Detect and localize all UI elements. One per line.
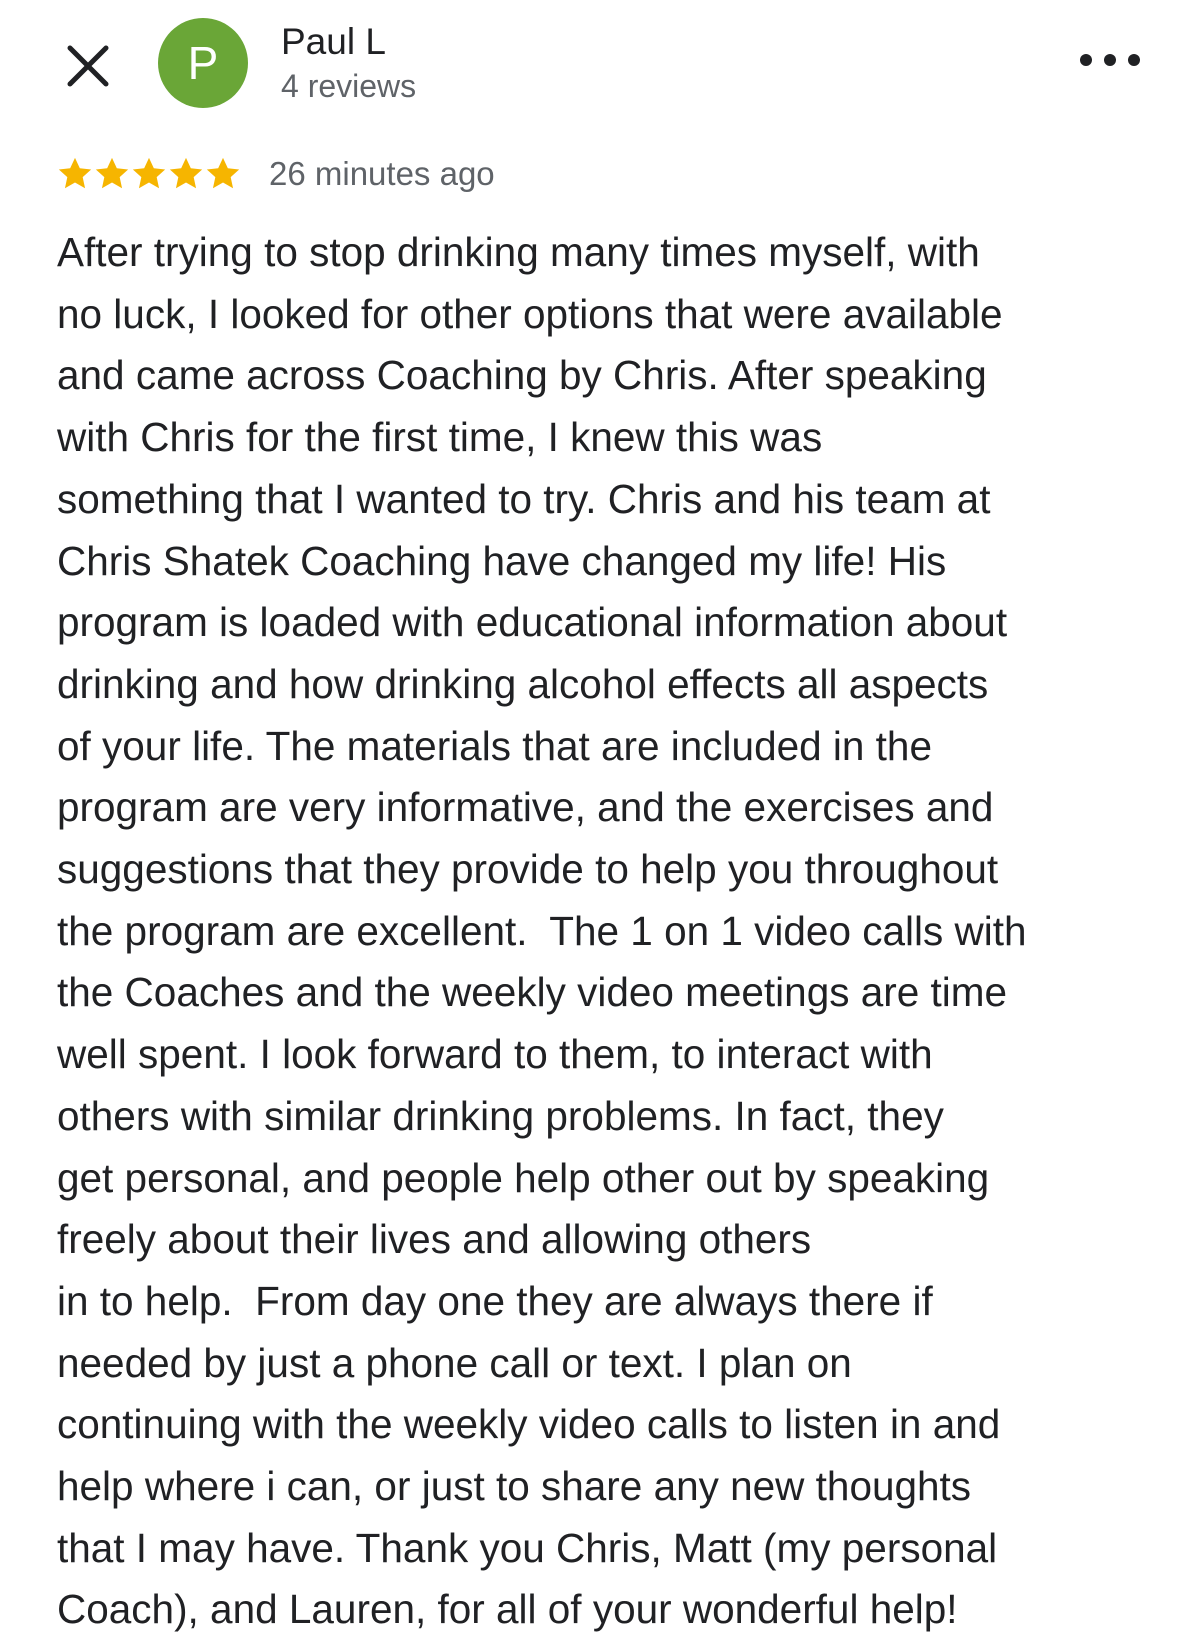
star-icon [93, 155, 131, 193]
more-options-button[interactable] [1080, 38, 1140, 82]
review-line: Chris Shatek Coaching have changed my life! His [57, 537, 947, 584]
author-name[interactable]: Paul L [281, 21, 386, 62]
review-line: program are very informative, and the exercises and [57, 784, 994, 831]
avatar-letter: P [187, 37, 219, 89]
star-icon [130, 155, 168, 193]
review-line: no luck, I looked for other options that were available [57, 290, 1003, 337]
review-header [0, 0, 1200, 130]
review-line: drinking and how drinking alcohol effects all aspects [57, 660, 989, 707]
review-text [57, 222, 1177, 1641]
close-icon [60, 38, 116, 94]
review-line: others with similar drinking problems. In fact, they [57, 1092, 944, 1139]
star-icon [167, 155, 205, 193]
more-options-icon [1080, 54, 1092, 66]
review-line: something that I wanted to try. Chris and his team at [57, 475, 991, 522]
review-line: program is loaded with educational information about [57, 599, 1008, 646]
star-rating [56, 155, 241, 193]
rating-row [56, 150, 495, 198]
review-line: After trying to stop drinking many times myself, with [57, 229, 980, 275]
review-line: well spent. I look forward to them, to interact with [57, 1031, 933, 1078]
close-button[interactable] [60, 38, 116, 94]
review-line: the Coaches and the weekly video meetings are time [57, 969, 1008, 1016]
review-line: of your life. The materials that are included in the [57, 722, 932, 769]
review-line: get personal, and people help other out by speaking [57, 1154, 990, 1201]
review-line: Coach), and Lauren, for all of your wonderful help! [57, 1586, 958, 1633]
star-icon [204, 155, 242, 193]
review-line: that I may have. Thank you Chris, Matt (my personal [57, 1524, 998, 1571]
review-line: with Chris for the first time, I knew this was [57, 414, 823, 461]
review-line: help where i can, or just to share any new thoughts [57, 1463, 972, 1510]
review-line: needed by just a phone call or text. I plan on [57, 1339, 852, 1386]
review-line: continuing with the weekly video calls to listen in and [57, 1401, 1001, 1448]
review-line: the program are excellent. The 1 on 1 video calls with [57, 907, 1027, 954]
author-review-count[interactable]: 4 reviews [281, 68, 417, 104]
review-line: in to help. From day one they are always there if [57, 1277, 933, 1324]
avatar[interactable] [158, 18, 248, 108]
review-line: freely about their lives and allowing others [57, 1216, 812, 1263]
star-icon [56, 155, 94, 193]
review-line: and came across Coaching by Chris. After speaking [57, 352, 987, 399]
review-time: 26 minutes ago [269, 155, 495, 192]
more-options-icon [1128, 54, 1140, 66]
more-options-icon [1104, 54, 1116, 66]
review-line: suggestions that they provide to help you throughout [57, 846, 999, 893]
